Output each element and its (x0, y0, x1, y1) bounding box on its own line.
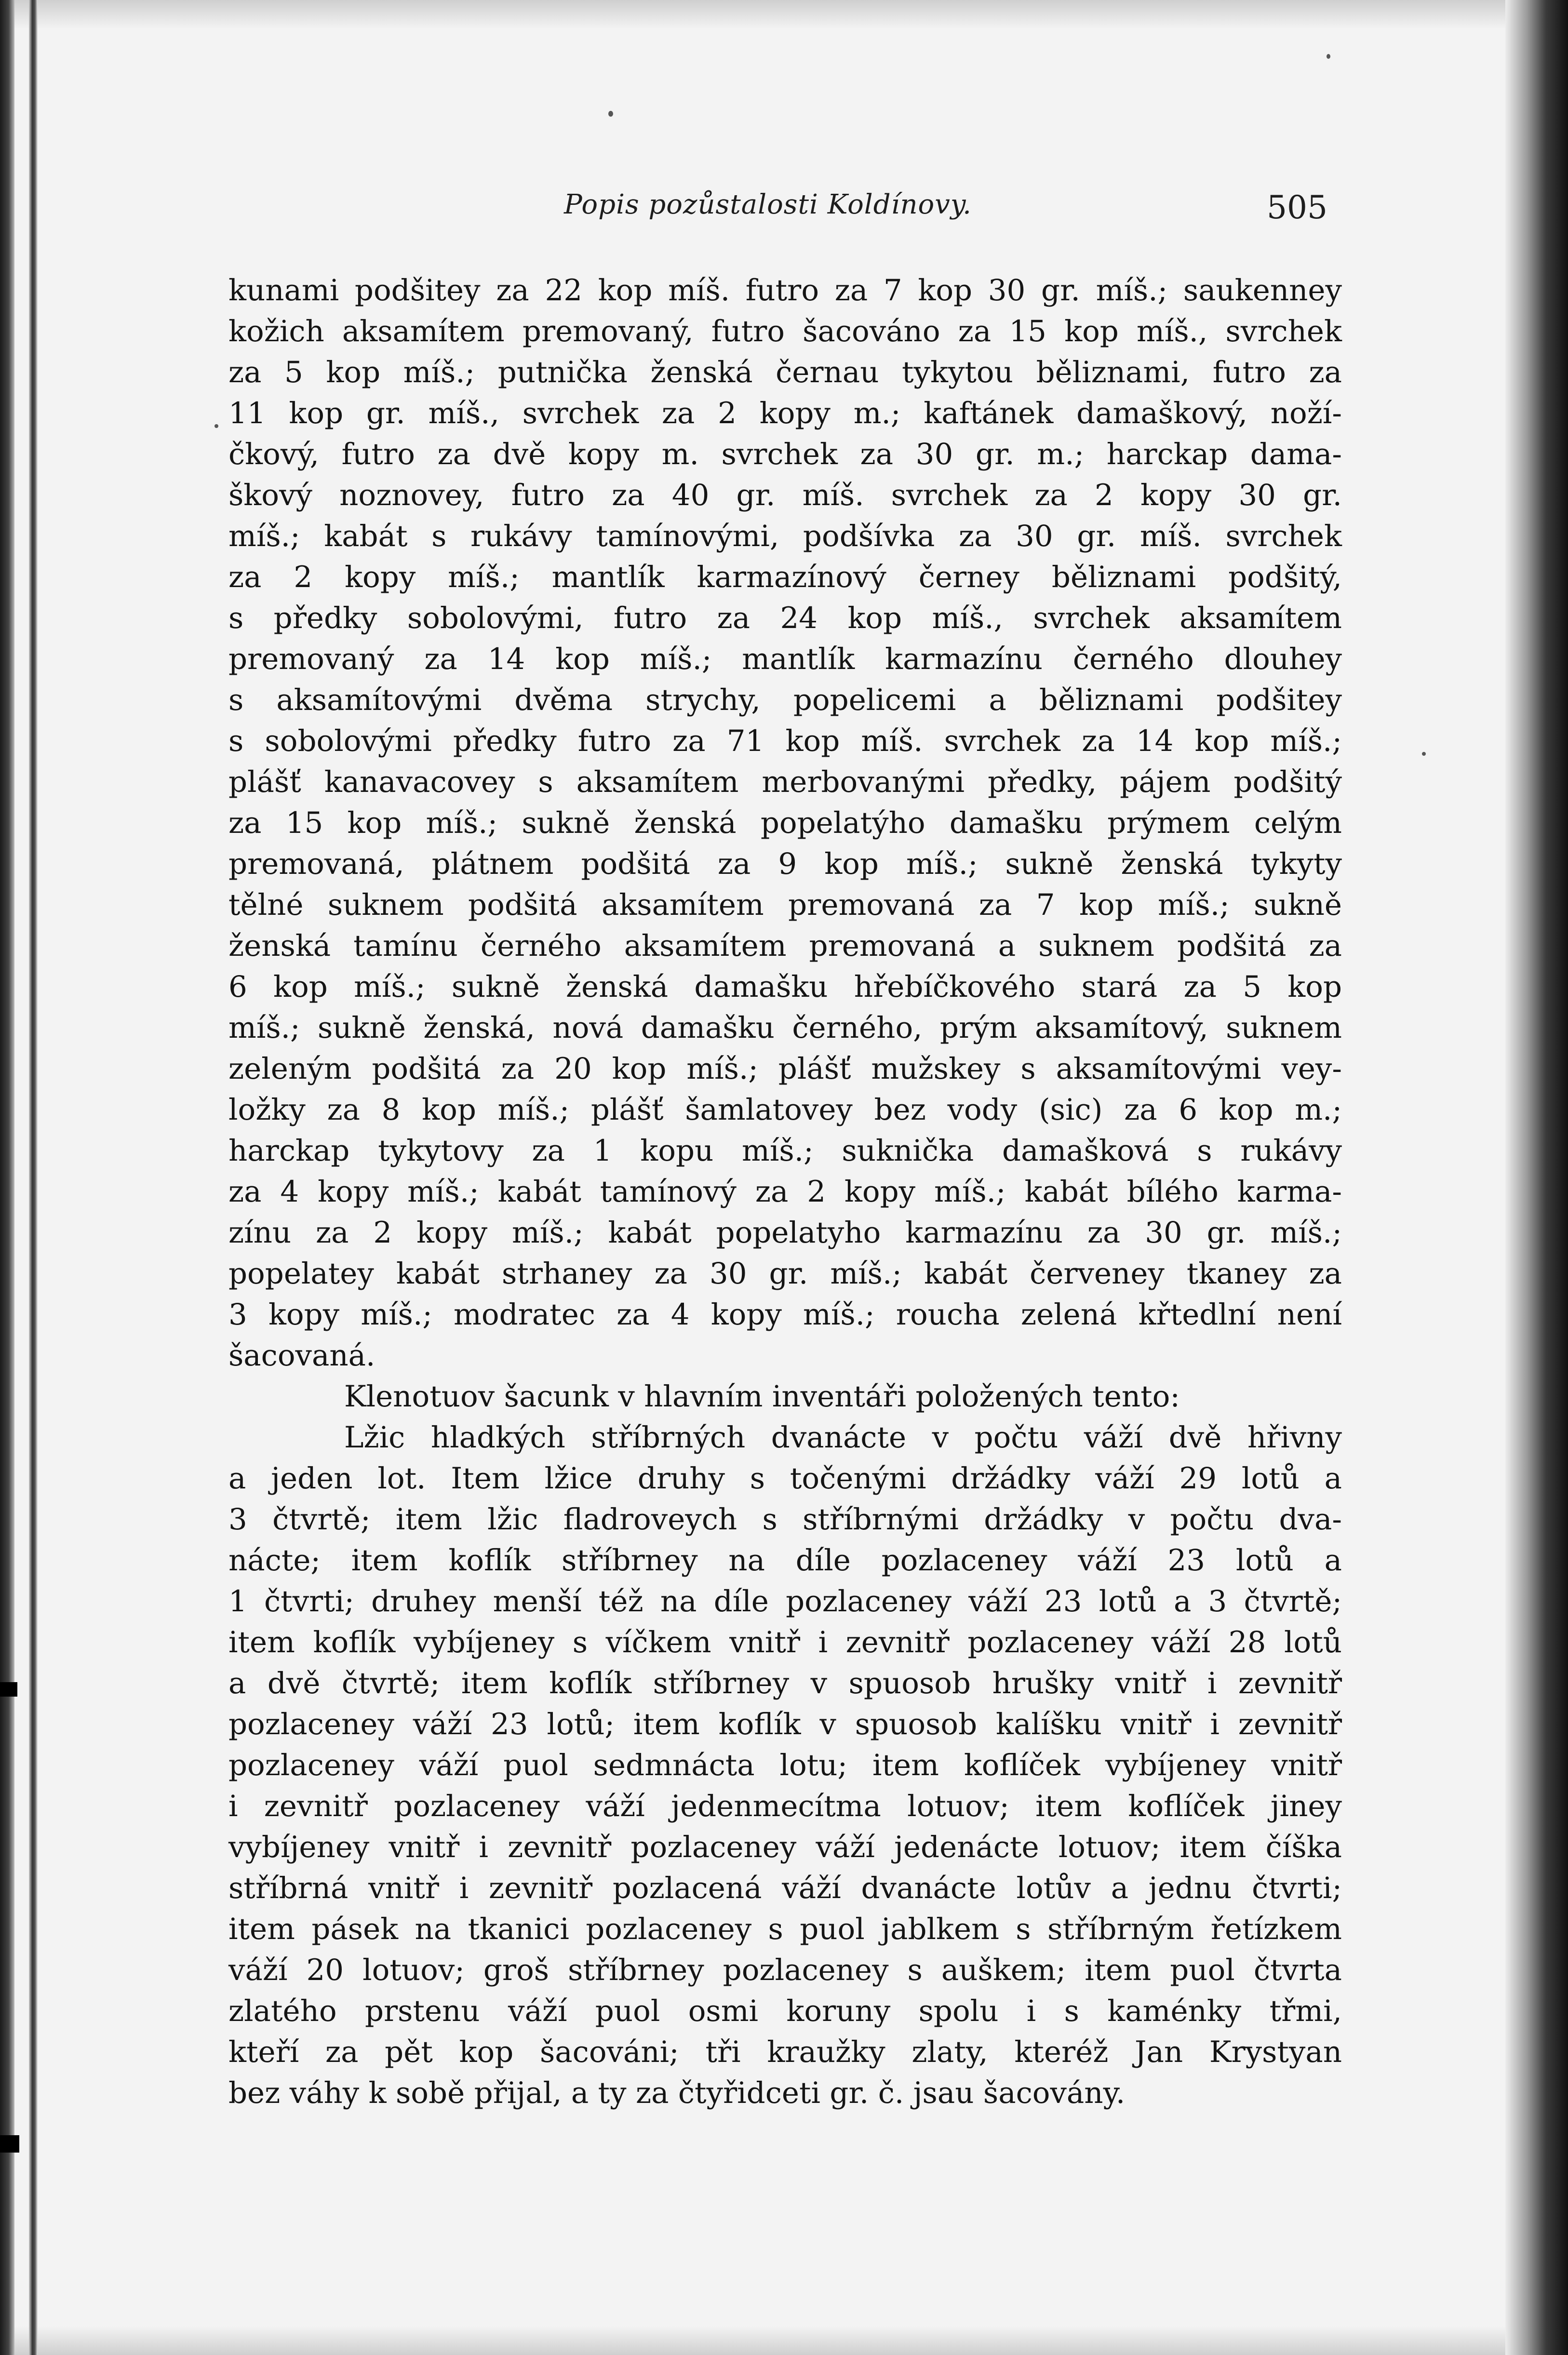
text-line: náctе; item koflík stříbrney na díle pozlaceney váží 23 lotů a (228, 1543, 1342, 1578)
text-line: pozlaceney váží 23 lotů; item koflík v spuosob kalíšku vnitř i zevnitř (228, 1707, 1342, 1741)
text-line: a jeden lot. Item lžice druhy s točenými držádky váží 29 lotů a (228, 1461, 1342, 1496)
text-line: kožich aksamítem premovaný, futro šacováno za 15 kop míš., svrchek (228, 314, 1342, 348)
text-line: 1 čtvrti; druhey menší též na díle pozlaceney váží 23 lotů a 3 čtvrtě; (228, 1584, 1342, 1619)
text-line: 6 kop míš.; sukně ženská damašku hřebíčkového stará za 5 kop (228, 970, 1342, 1004)
text-line: bez váhy k sobě přijal, a ty za čtyřidceti gr. č. jsau šacovány. (228, 2076, 1126, 2110)
text-line: ložky za 8 kop míš.; plášť šamlatovey bez vody (sic) za 6 kop m.; (228, 1093, 1342, 1127)
text-line: premovaný za 14 kop míš.; mantlík karmazínu černého dlouhey (228, 642, 1342, 676)
text-line: míš.; sukně ženská, nová damašku černého, prým aksamítový, suknem (228, 1011, 1342, 1045)
scan-top-shadow (0, 0, 1568, 29)
text-line: harckap tykytovy za 1 kopu míš.; suknička damašková s rukávy (228, 1134, 1342, 1168)
page-body (228, 270, 1342, 2114)
text-line: míš.; kabát s rukávy tamínovými, podšívka za 30 gr. míš. svrchek (228, 519, 1342, 553)
text-line: ženská tamínu černého aksamítem premovaná a suknem podšitá za (228, 929, 1342, 963)
running-head: Popis pozůstalosti Koldínovy. (564, 189, 972, 220)
text-line: s aksamítovými dvěma strychy, popelicemi a běliznami podšitey (228, 683, 1342, 717)
text-line: kteří za pět kop šacováni; tři kraužky zlaty, kteréž Jan Krystyan (228, 2035, 1342, 2069)
scan-edge-mark (0, 2135, 19, 2153)
page-number: 505 (1267, 189, 1327, 226)
text-line: a dvě čtvrtě; item koflík stříbrney v spuosob hrušky vnitř i zevnitř (228, 1666, 1342, 1700)
text-line: item pásek na tkanici pozlaceney s puol jablkem s stříbrným řetízkem (228, 1912, 1342, 1946)
text-line: i zevnitř pozlaceney váží jedenmecítma lotuov; item koflíček jiney (228, 1789, 1342, 1823)
text-line: popelatey kabát strhaney za 30 gr. míš.; kabát červeney tkaney za (228, 1257, 1342, 1291)
text-line: škový noznovey, futro za 40 gr. míš. svrchek za 2 kopy 30 gr. (228, 478, 1342, 512)
scan-speck (1422, 752, 1426, 756)
text-line: Lžic hladkých stříbrných dvanácte v počtu váží dvě hřivny (344, 1420, 1342, 1455)
text-line: premovaná, plátnem podšitá za 9 kop míš.; sukně ženská tykyty (228, 847, 1342, 881)
paragraph-jewels-inventory (228, 1417, 1342, 2114)
text-line: zeleným podšitá za 20 kop míš.; plášť mužskey s aksamítovými vey- (228, 1052, 1342, 1086)
text-line: stříbrná vnitř i zevnitř pozlacená váží dvanácte lotův a jednu čtvrti; (228, 1871, 1342, 1905)
section-heading-jewels: Klenotuov šacunk v hlavním inventáři položených tento: (344, 1379, 1180, 1414)
scan-edge-mark (0, 1682, 17, 1697)
text-line: s předky sobolovými, futro za 24 kop míš., svrchek aksamítem (228, 601, 1342, 635)
text-line: 3 kopy míš.; modratec za 4 kopy míš.; roucha zelená křtedlní není (228, 1298, 1342, 1332)
paragraph-clothing-inventory (228, 270, 1342, 1376)
text-line: 3 čtvrtě; item lžic fladroveych s stříbrnými držádky v počtu dva- (228, 1502, 1342, 1537)
text-line: s sobolovými předky futro za 71 kop míš. svrchek za 14 kop míš.; (228, 724, 1342, 758)
text-line: za 15 kop míš.; sukně ženská popelatýho damašku prýmem celým (228, 806, 1342, 840)
text-line: plášť kanavacovey s aksamítem merbovanými předky, pájem podšitý (228, 765, 1342, 799)
text-line: šacovaná. (228, 1338, 375, 1373)
scan-binding-line (29, 0, 38, 2355)
text-line: kunami podšitey za 22 kop míš. futro za 7 kop 30 gr. míš.; saukenney (228, 273, 1342, 308)
scan-right-edge (1505, 0, 1568, 2355)
text-line: zlatého prstenu váží puol osmi koruny spolu i s kaménky třmi, (228, 1994, 1342, 2028)
text-line: pozlaceney váží puol sedmnácta lotu; item koflíček vybíjeney vnitř (228, 1748, 1342, 1782)
scan-speck (214, 424, 218, 428)
scan-speck (1327, 54, 1330, 59)
text-line: váží 20 lotuov; groš stříbrney pozlaceney s auškem; item puol čtvrta (228, 1953, 1342, 1987)
scan-bottom-shadow (0, 2326, 1568, 2355)
text-line: čkový, futro za dvě kopy m. svrchek za 30 gr. m.; harckap dama- (228, 437, 1342, 471)
text-line: vybíjeney vnitř i zevnitř pozlaceney váží jedenácte lotuov; item číška (228, 1830, 1342, 1864)
text-line: za 4 kopy míš.; kabát tamínový za 2 kopy míš.; kabát bílého karma- (228, 1175, 1342, 1209)
text-line: zínu za 2 kopy míš.; kabát popelatyho karmazínu za 30 gr. míš.; (228, 1216, 1342, 1250)
text-line: tělné suknem podšitá aksamítem premovaná za 7 kop míš.; sukně (228, 888, 1342, 922)
text-line: za 2 kopy míš.; mantlík karmazínový černey běliznami podšitý, (228, 560, 1342, 594)
scan-speck (608, 111, 613, 117)
text-line: 11 kop gr. míš., svrchek za 2 kopy m.; kaftánek damaškový, noží- (228, 396, 1342, 430)
text-line: za 5 kop míš.; putnička ženská černau tykytou běliznami, futro za (228, 355, 1342, 389)
scan-left-edge (0, 0, 14, 2355)
text-line: item koflík vybíjeney s víčkem vnitř i zevnitř pozlaceney váží 28 lotů (228, 1625, 1342, 1659)
